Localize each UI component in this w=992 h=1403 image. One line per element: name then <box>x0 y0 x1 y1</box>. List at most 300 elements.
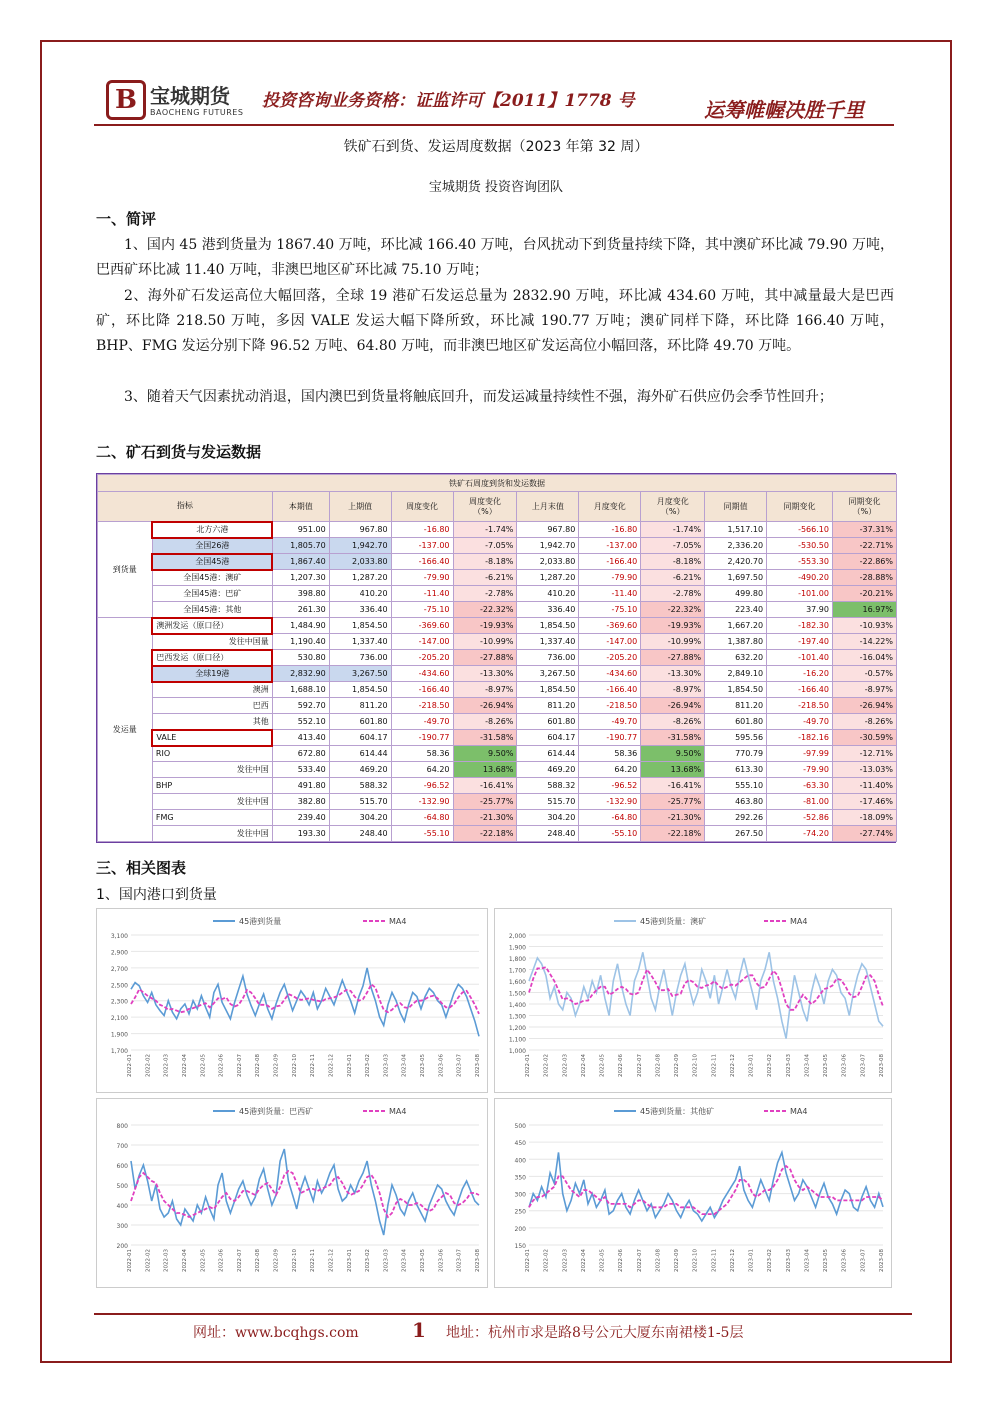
y-tick-label: 1,600 <box>508 979 526 986</box>
table-cell: 463.80 <box>705 794 767 810</box>
row-indicator: 澳洲发运（原口径） <box>152 618 272 634</box>
paragraph-1: 1、国内 45 港到货量为 1867.40 万吨，环比减 166.40 万吨，台风扰动下到货量持续下降，其中澳矿环比减 79.90 万吨，巴西矿环比减 11.40 万吨，非澳巴地区矿环比减 75.10 万吨； <box>96 237 894 278</box>
x-tick-label: 2022-12 <box>328 1054 335 1077</box>
x-tick-label: 2022-06 <box>618 1249 625 1272</box>
x-tick-label: 2022-11 <box>711 1054 718 1077</box>
table-cell: -11.40% <box>832 778 896 794</box>
table-cell: 736.00 <box>517 650 579 666</box>
table-cell: -18.09% <box>832 810 896 826</box>
x-tick-label: 2022-04 <box>580 1249 587 1272</box>
x-tick-label: 2023-02 <box>365 1054 372 1077</box>
table-cell: -147.00 <box>391 634 453 650</box>
table-cell: -25.77% <box>453 794 517 810</box>
table-cell: 1,688.10 <box>272 682 329 698</box>
table-cell: -49.70 <box>579 714 641 730</box>
x-tick-label: 2022-11 <box>310 1249 317 1272</box>
y-tick-label: 2,000 <box>508 933 526 940</box>
x-tick-label: 2022-04 <box>181 1249 188 1272</box>
x-tick-label: 2023-05 <box>420 1249 427 1272</box>
group-shipment: 发运量 <box>98 618 153 842</box>
table-cell: 1,287.20 <box>517 570 579 586</box>
x-tick-label: 2022-01 <box>127 1249 133 1272</box>
chart-arrival-45-svg <box>97 909 489 1094</box>
table-cell: 413.40 <box>272 730 329 746</box>
x-tick-label: 2022-08 <box>655 1249 662 1272</box>
table-cell: -16.41% <box>453 778 517 794</box>
table-cell: -11.40 <box>391 586 453 602</box>
legend-label: 45港到货量：澳矿 <box>640 917 707 926</box>
table-cell: 469.20 <box>517 762 579 778</box>
series-line-0 <box>131 1149 479 1235</box>
y-tick-label: 200 <box>514 1225 526 1233</box>
row-indicator: 发往中国 <box>152 794 272 810</box>
table-cell: 13.68% <box>453 762 517 778</box>
x-tick-label: 2022-01 <box>525 1054 531 1077</box>
x-tick-label: 2023-04 <box>401 1054 408 1077</box>
x-tick-label: 2022-05 <box>599 1054 606 1077</box>
table-cell: 601.80 <box>517 714 579 730</box>
legend-label: MA4 <box>790 917 808 926</box>
x-tick-label: 2022-06 <box>218 1249 225 1272</box>
table-cell: 613.30 <box>705 762 767 778</box>
table-cell: 261.30 <box>272 602 329 618</box>
table-cell: -132.90 <box>391 794 453 810</box>
table-cell: 811.20 <box>517 698 579 714</box>
table-row <box>98 618 897 634</box>
table-cell: 267.50 <box>705 826 767 842</box>
x-tick-label: 2022-08 <box>255 1054 262 1077</box>
table-cell: -12.71% <box>832 746 896 762</box>
table-cell: -137.00 <box>391 538 453 554</box>
series-line-0 <box>131 968 479 1036</box>
x-tick-label: 2022-12 <box>328 1249 335 1272</box>
table-cell: -166.40 <box>767 682 833 698</box>
table-cell: -10.99% <box>453 634 517 650</box>
table-cell: 601.80 <box>329 714 391 730</box>
chart-arrival-other-svg <box>495 1099 893 1289</box>
logo-name-cn: 宝城期货 <box>150 84 230 108</box>
row-indicator: 全国45港：巴矿 <box>152 586 272 602</box>
paragraph-3: 3、随着天气因素扰动消退，国内澳巴到货量将触底回升，而发运减量持续性不强，海外矿石供应仍会季节性回升； <box>124 389 833 405</box>
table-cell: 595.56 <box>705 730 767 746</box>
table-header-3: 周度变化 <box>391 492 453 522</box>
company-logo <box>106 78 276 128</box>
row-indicator: 全国26港 <box>152 538 272 554</box>
table-cell: -79.90 <box>391 570 453 586</box>
x-tick-label: 2023-05 <box>823 1249 830 1272</box>
table-cell: 2,336.20 <box>705 538 767 554</box>
table-cell: -31.58% <box>641 730 705 746</box>
table-row <box>98 826 897 842</box>
x-tick-label: 2023-02 <box>365 1249 372 1272</box>
x-tick-label: 2023-01 <box>346 1054 353 1077</box>
x-tick-label: 2022-01 <box>525 1249 531 1272</box>
chart-arrival-australia <box>494 908 892 1093</box>
y-tick-label: 3,100 <box>110 933 128 940</box>
doc-team: 宝城期货 投资咨询团队 <box>428 180 564 195</box>
table-cell: 499.80 <box>705 586 767 602</box>
table-cell: -369.60 <box>391 618 453 634</box>
table-cell: 304.20 <box>329 810 391 826</box>
table-cell: 9.50% <box>453 746 517 762</box>
table-cell: -8.26% <box>453 714 517 730</box>
table-cell: 3,267.50 <box>329 666 391 682</box>
x-tick-label: 2023-01 <box>748 1054 755 1077</box>
x-tick-label: 2023-06 <box>841 1249 848 1272</box>
x-tick-label: 2022-09 <box>273 1054 280 1077</box>
table-cell: -96.52 <box>579 778 641 794</box>
y-tick-label: 450 <box>514 1140 526 1148</box>
table-cell: -22.18% <box>641 826 705 842</box>
table-cell: -182.30 <box>767 618 833 634</box>
legend-label: MA4 <box>389 917 407 926</box>
x-tick-label: 2023-04 <box>804 1054 811 1077</box>
table-cell: -10.93% <box>832 618 896 634</box>
series-line-1 <box>529 1166 883 1214</box>
table-cell: -13.30% <box>641 666 705 682</box>
x-tick-label: 2023-06 <box>841 1054 848 1077</box>
table-cell: 811.20 <box>329 698 391 714</box>
table-cell: -31.58% <box>453 730 517 746</box>
table-cell: 223.40 <box>705 602 767 618</box>
table-cell: -205.20 <box>391 650 453 666</box>
x-tick-label: 2022-09 <box>273 1249 280 1272</box>
y-tick-label: 300 <box>116 1223 128 1230</box>
table-row <box>98 682 897 698</box>
row-indicator: FMG <box>152 810 272 826</box>
table-cell: -10.99% <box>641 634 705 650</box>
row-indicator: 发往中国量 <box>152 634 272 650</box>
x-tick-label: 2022-02 <box>543 1249 550 1272</box>
table-cell: -26.94% <box>641 698 705 714</box>
x-tick-label: 2022-09 <box>674 1054 681 1077</box>
header-divider <box>94 124 894 126</box>
row-indicator: 澳洲 <box>152 682 272 698</box>
row-indicator: 其他 <box>152 714 272 730</box>
table-cell: 614.44 <box>517 746 579 762</box>
table-cell: -49.70 <box>767 714 833 730</box>
table-cell: -6.21% <box>641 570 705 586</box>
y-tick-label: 1,900 <box>110 1031 128 1039</box>
table-cell: 16.97% <box>832 602 896 618</box>
table-cell: -8.26% <box>832 714 896 730</box>
table-row <box>98 602 897 618</box>
table-cell: -25.77% <box>641 794 705 810</box>
table-cell: -434.60 <box>391 666 453 682</box>
x-tick-label: 2022-05 <box>200 1054 207 1077</box>
table-header-2: 上期值 <box>329 492 391 522</box>
table-cell: 193.30 <box>272 826 329 842</box>
x-tick-label: 2022-12 <box>729 1054 736 1077</box>
table-cell: 292.26 <box>705 810 767 826</box>
table-cell: 1,854.50 <box>517 618 579 634</box>
x-tick-label: 2022-07 <box>636 1054 643 1077</box>
x-tick-label: 2022-10 <box>692 1054 699 1077</box>
table-cell: 632.20 <box>705 650 767 666</box>
table-cell: -27.74% <box>832 826 896 842</box>
table-cell: 614.44 <box>329 746 391 762</box>
table-cell: 552.10 <box>272 714 329 730</box>
table-cell: 592.70 <box>272 698 329 714</box>
table-cell: -52.86 <box>767 810 833 826</box>
table-cell: 1,287.20 <box>329 570 391 586</box>
table-cell: -55.10 <box>391 826 453 842</box>
table-cell: -79.90 <box>579 570 641 586</box>
table-cell: -7.05% <box>453 538 517 554</box>
legend-label: MA4 <box>790 1107 808 1116</box>
table-row <box>98 762 897 778</box>
table-cell: -28.88% <box>832 570 896 586</box>
table-cell: -96.52 <box>391 778 453 794</box>
table-cell: -49.70 <box>391 714 453 730</box>
table-cell: -0.57% <box>832 666 896 682</box>
y-tick-label: 1,400 <box>508 1002 526 1009</box>
table-cell: -75.10 <box>391 602 453 618</box>
table-cell: -19.93% <box>453 618 517 634</box>
table-header-9: 同期变化 <box>767 492 833 522</box>
y-tick-label: 1,800 <box>508 956 526 963</box>
table-cell: 1,484.90 <box>272 618 329 634</box>
table-row <box>98 650 897 666</box>
table-cell: -75.10 <box>579 602 641 618</box>
x-tick-label: 2023-03 <box>785 1249 792 1272</box>
table-cell: 967.80 <box>329 522 391 538</box>
table-cell: -27.88% <box>453 650 517 666</box>
x-tick-label: 2023-08 <box>879 1054 885 1077</box>
data-table <box>97 474 897 842</box>
x-tick-label: 2023-03 <box>383 1249 390 1272</box>
table-row <box>98 666 897 682</box>
row-indicator: 全国45港：澳矿 <box>152 570 272 586</box>
table-cell: -490.20 <box>767 570 833 586</box>
x-tick-label: 2022-10 <box>291 1054 298 1077</box>
x-tick-label: 2023-06 <box>438 1054 445 1077</box>
table-cell: -8.97% <box>641 682 705 698</box>
table-cell: 1,697.50 <box>705 570 767 586</box>
table-cell: -190.77 <box>579 730 641 746</box>
y-tick-label: 200 <box>116 1243 128 1250</box>
row-indicator: RIO <box>152 746 272 762</box>
x-tick-label: 2022-07 <box>236 1054 243 1077</box>
table-header-7: 月度变化 （%） <box>641 492 705 522</box>
table-cell: 336.40 <box>517 602 579 618</box>
y-tick-label: 2,300 <box>110 998 128 1006</box>
table-caption: 铁矿石周度到货和发运数据 <box>98 475 897 492</box>
table-cell: -6.21% <box>453 570 517 586</box>
y-tick-label: 1,000 <box>508 1048 526 1055</box>
x-tick-label: 2022-11 <box>711 1249 718 1272</box>
x-tick-label: 2022-02 <box>145 1249 152 1272</box>
x-tick-label: 2022-07 <box>636 1249 643 1272</box>
table-cell: -63.30 <box>767 778 833 794</box>
x-tick-label: 2022-08 <box>655 1054 662 1077</box>
table-cell: -166.40 <box>391 554 453 570</box>
table-cell: -8.18% <box>641 554 705 570</box>
table-cell: -13.30% <box>453 666 517 682</box>
table-cell: 588.32 <box>329 778 391 794</box>
table-cell: 1,854.50 <box>329 682 391 698</box>
table-cell: 1,517.10 <box>705 522 767 538</box>
data-table-container <box>96 473 896 843</box>
table-cell: 1,207.30 <box>272 570 329 586</box>
footer-url[interactable]: 网址：www.bcqhgs.com <box>193 1325 359 1341</box>
row-indicator: 发往中国 <box>152 826 272 842</box>
table-cell: -16.20 <box>767 666 833 682</box>
table-cell: 967.80 <box>517 522 579 538</box>
x-tick-label: 2023-03 <box>785 1054 792 1077</box>
y-tick-label: 500 <box>116 1183 128 1190</box>
table-cell: 410.20 <box>329 586 391 602</box>
table-header-6: 月度变化 <box>579 492 641 522</box>
table-cell: 64.20 <box>579 762 641 778</box>
y-tick-label: 600 <box>116 1163 128 1170</box>
table-cell: 515.70 <box>329 794 391 810</box>
table-cell: -81.00 <box>767 794 833 810</box>
table-cell: 588.32 <box>517 778 579 794</box>
y-tick-label: 300 <box>514 1191 526 1199</box>
table-cell: -166.40 <box>579 682 641 698</box>
table-cell: 1,805.70 <box>272 538 329 554</box>
paragraph-2: 2、海外矿石发运高位大幅回落，全球 19 港矿石发运总量为 2832.90 万吨，环比减 434.60 万吨，其中减量最大是巴西矿，环比降 218.50 万吨，多因 VALE 发运大幅下降所致，环比减 190.77 万吨；澳矿同样下降，环比降 166.40 万吨，BHP、FMG 发运分别下降 96.52 万吨、64.80 万吨，而非澳巴地区矿发运高位小幅回落，环比降 49.70 万吨。 <box>96 288 894 354</box>
table-cell: -37.31% <box>832 522 896 538</box>
table-cell: 58.36 <box>391 746 453 762</box>
table-cell: -22.32% <box>641 602 705 618</box>
table-cell: -369.60 <box>579 618 641 634</box>
table-cell: 1,854.50 <box>705 682 767 698</box>
table-cell: -97.99 <box>767 746 833 762</box>
table-cell: -21.30% <box>453 810 517 826</box>
table-header-0: 指标 <box>98 492 273 522</box>
table-cell: 248.40 <box>517 826 579 842</box>
logo-name-en: BAOCHENG FUTURES <box>150 108 244 117</box>
table-cell: 398.80 <box>272 586 329 602</box>
table-cell: -166.40 <box>391 682 453 698</box>
table-cell: -64.80 <box>391 810 453 826</box>
table-cell: -79.90 <box>767 762 833 778</box>
chart-arrival-brazil-svg <box>97 1099 489 1289</box>
legend-label: MA4 <box>389 1107 407 1116</box>
table-cell: -147.00 <box>579 634 641 650</box>
table-cell: -2.78% <box>641 586 705 602</box>
y-tick-label: 700 <box>116 1143 128 1150</box>
x-tick-label: 2022-10 <box>291 1249 298 1272</box>
y-tick-label: 2,700 <box>110 965 128 973</box>
table-cell: -101.40 <box>767 650 833 666</box>
section-3-heading: 三、相关图表 <box>96 859 187 877</box>
table-row <box>98 794 897 810</box>
y-tick-label: 2,900 <box>110 949 128 957</box>
y-tick-label: 400 <box>116 1203 128 1210</box>
table-header-5: 上月末值 <box>517 492 579 522</box>
x-tick-label: 2023-04 <box>804 1249 811 1272</box>
table-cell: -17.46% <box>832 794 896 810</box>
table-cell: 2,033.80 <box>517 554 579 570</box>
table-cell: -20.21% <box>832 586 896 602</box>
row-indicator: VALE <box>152 730 272 746</box>
x-tick-label: 2022-02 <box>145 1054 152 1077</box>
table-cell: -16.80 <box>391 522 453 538</box>
series-line-1 <box>131 984 479 1014</box>
y-tick-label: 1,300 <box>508 1013 526 1021</box>
y-tick-label: 150 <box>514 1243 526 1250</box>
table-cell: -55.10 <box>579 826 641 842</box>
table-cell: -30.59% <box>832 730 896 746</box>
table-cell: -74.20 <box>767 826 833 842</box>
x-tick-label: 2023-07 <box>456 1249 463 1272</box>
x-tick-label: 2023-04 <box>401 1249 408 1272</box>
table-cell: 382.80 <box>272 794 329 810</box>
table-cell: 491.80 <box>272 778 329 794</box>
y-tick-label: 1,500 <box>508 990 526 998</box>
table-cell: 1,854.50 <box>329 618 391 634</box>
x-tick-label: 2022-12 <box>729 1249 736 1272</box>
table-cell: 533.40 <box>272 762 329 778</box>
x-tick-label: 2023-01 <box>748 1249 755 1272</box>
table-cell: -16.80 <box>579 522 641 538</box>
table-cell: 2,832.90 <box>272 666 329 682</box>
x-tick-label: 2022-09 <box>674 1249 681 1272</box>
table-header-10: 同期变化 （%） <box>832 492 896 522</box>
table-cell: -22.18% <box>453 826 517 842</box>
row-indicator: 全国45港 <box>152 554 272 570</box>
legend-label: 45港到货量：巴西矿 <box>239 1107 314 1116</box>
x-tick-label: 2022-06 <box>218 1054 225 1077</box>
table-cell: 1,337.40 <box>329 634 391 650</box>
table-cell: 601.80 <box>705 714 767 730</box>
chart-arrival-australia-svg <box>495 909 893 1094</box>
x-tick-label: 2022-07 <box>236 1249 243 1272</box>
x-tick-label: 2022-08 <box>255 1249 262 1272</box>
table-cell: -197.40 <box>767 634 833 650</box>
x-tick-label: 2023-08 <box>879 1249 885 1272</box>
series-line-0 <box>529 952 883 1038</box>
x-tick-label: 2023-07 <box>456 1054 463 1077</box>
table-cell: -22.86% <box>832 554 896 570</box>
table-cell: -16.41% <box>641 778 705 794</box>
table-cell: -1.74% <box>453 522 517 538</box>
x-tick-label: 2022-02 <box>543 1054 550 1077</box>
doc-title: 铁矿石到货、发运周度数据（2023 年第 32 周） <box>343 139 649 155</box>
x-tick-label: 2023-05 <box>420 1054 427 1077</box>
row-indicator: 全球19港 <box>152 666 272 682</box>
table-cell: 1,387.80 <box>705 634 767 650</box>
table-cell: 2,420.70 <box>705 554 767 570</box>
y-tick-label: 1,700 <box>508 967 526 975</box>
row-indicator: 全国45港：其他 <box>152 602 272 618</box>
x-tick-label: 2022-03 <box>163 1054 170 1077</box>
chart-arrival-brazil <box>96 1098 488 1288</box>
table-cell: -166.40 <box>579 554 641 570</box>
table-cell: -8.18% <box>453 554 517 570</box>
table-cell: -22.71% <box>832 538 896 554</box>
y-tick-label: 800 <box>116 1123 128 1130</box>
table-cell: -182.16 <box>767 730 833 746</box>
chart-arrival-other <box>494 1098 892 1288</box>
table-cell: 604.17 <box>329 730 391 746</box>
table-cell: -132.90 <box>579 794 641 810</box>
row-indicator: 发往中国 <box>152 762 272 778</box>
table-cell: -8.26% <box>641 714 705 730</box>
series-line-1 <box>529 967 883 1010</box>
table-cell: 64.20 <box>391 762 453 778</box>
x-tick-label: 2023-08 <box>475 1249 481 1272</box>
table-cell: 37.90 <box>767 602 833 618</box>
table-cell: -27.88% <box>641 650 705 666</box>
x-tick-label: 2022-05 <box>200 1249 207 1272</box>
table-cell: 1,337.40 <box>517 634 579 650</box>
table-cell: -21.30% <box>641 810 705 826</box>
table-cell: -566.10 <box>767 522 833 538</box>
